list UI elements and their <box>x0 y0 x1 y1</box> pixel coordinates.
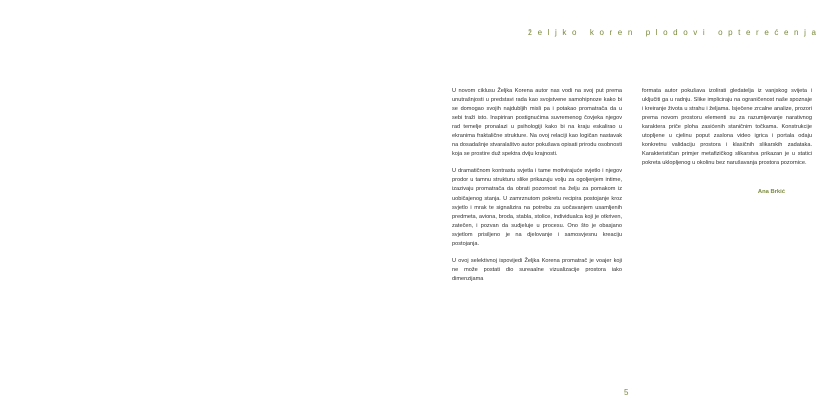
author-signature: Ana Brkić <box>757 189 785 196</box>
running-header: željko koren plodovi opterećenja <box>528 28 822 37</box>
text-column-left <box>452 87 622 292</box>
paragraph: formata autor pokušava izolirati gledatelja iz vanjskog svijeta i uključiti ga u radnju. Slike impliciraju na ograničenost naše spoznaje i kreiranje života u strahu i željama. Isječene zrcalne analize, prozori prema novom prostoru elementi su za razumijevanje narativnog karaktera priče ploha zasićenih staničnim točkama. Konstrukcije utopljene u cjelinu poput zaslona video igrica i portala odaju konkretnu validaciju prostora i klasičnih slikarskih zadataka. Karakterističan primjer metafizičkog slikarstva prikazan je u statici pokreta uklopljenog u okolinu bez narušavanja prostora pozornice. <box>642 88 812 167</box>
page-number: 5 <box>624 388 629 397</box>
paragraph: U dramatičnom kontrastu svjetla i tame motivirajuće svjetlo i njegov prodor u tamnu strukturu slike prikazuju volju za ogoljenjem intime, izazivaju promatrača da obrati pozornost na želju za pomakom iz uobičajenog stanja. U zamrznutom pokretu recipira postojanje kroz svjetlo i mrak te signalizira na potrebu za uočavanjem usamljenih predmeta, aviona, broda, stabla, stolice, individualca koji je otkriven, zatečen, i pozvan da sudjeluje u procesu. Ono što je obasjano svjetlom prisiljeno je na djelovanje i samosvjesnu kreaciju postojanja. <box>452 168 622 247</box>
paragraph: U novom ciklusu Željka Korena autor nas vodi na svoj put prema unutrašnjosti u predstavi rada kao svojstvene samohipnoze kako bi se domogao svojih najdubljih misli pa i potakao promatrača da u sebi traži isto. Inspiriran postignućima suvremenog čovjeka njegov rad temelje pronalazi u psihologiji kako bi na kraju eskalirao u ekranima fraktalične strukture. Na ovoj relaciji kao logičan nastavak na dosadašnje stvaralaštvo autor pokušava opisati prirodu osobnosti koja se prostire duž spektra dviju krajnosti. <box>452 88 622 158</box>
text-column-right <box>642 87 812 197</box>
paragraph: U ovoj selektivnoj ispovijedi Željka Korena promatrač je voajer koji ne može postati dio sureaalne vizualizacije prostora iako dimenzijama <box>452 257 622 282</box>
